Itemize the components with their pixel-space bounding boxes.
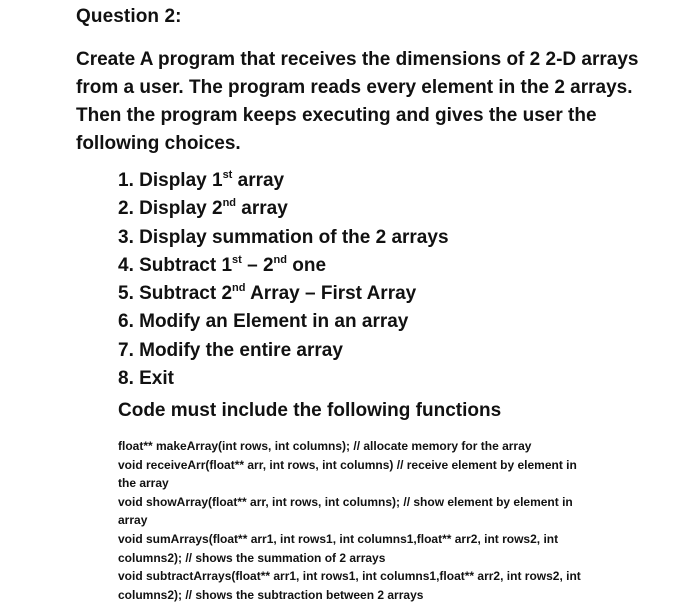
code-line: the array xyxy=(118,476,169,491)
choice-item: 3. Display summation of the 2 arrays xyxy=(118,226,449,248)
choice-item: 2. Display 2nd array xyxy=(118,196,288,220)
function-signatures xyxy=(118,437,618,604)
question-title: Question 2: xyxy=(76,6,182,27)
functions-heading: Code must include the following functions xyxy=(118,400,502,421)
intro-line: following choices. xyxy=(76,133,241,154)
intro-line: from a user. The program reads every element in the 2 arrays. xyxy=(76,77,633,98)
choice-item: 5. Subtract 2nd Array – First Array xyxy=(118,281,417,305)
code-line: columns2); // shows the summation of 2 arrays xyxy=(118,550,386,565)
code-line: columns2); // shows the subtraction between 2 arrays xyxy=(118,587,424,602)
code-line: void receiveArr(float** arr, int rows, int columns) // receive element by element in xyxy=(118,457,577,472)
choice-item: 4. Subtract 1st – 2nd one xyxy=(118,253,327,276)
choice-item: 1. Display 1st array xyxy=(118,168,285,191)
choice-item: 7. Modify the entire array xyxy=(118,339,343,361)
intro-line: Then the program keeps executing and gives the user the xyxy=(76,105,597,126)
question-intro xyxy=(76,46,676,158)
intro-line: Create A program that receives the dimensions of 2 2-D arrays xyxy=(76,49,639,70)
code-line: void sumArrays(float** arr1, int rows1, int columns1,float** arr2, int rows2, int xyxy=(118,531,559,546)
code-line: void subtractArrays(float** arr1, int rows1, int columns1,float** arr2, int rows2, int xyxy=(118,569,581,584)
code-line: float** makeArray(int rows, int columns); // allocate memory for the array xyxy=(118,439,532,453)
choice-item: 8. Exit xyxy=(118,368,174,390)
choices-list xyxy=(118,167,449,393)
choice-item: 6. Modify an Element in an array xyxy=(118,311,409,333)
code-line: void showArray(float** arr, int rows, int columns); // show element by element in xyxy=(118,494,573,509)
code-line: array xyxy=(118,513,148,528)
